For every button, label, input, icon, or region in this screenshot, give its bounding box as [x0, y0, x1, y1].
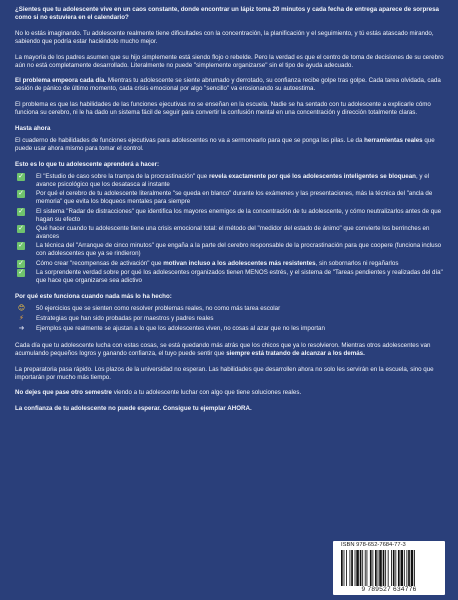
learn-item-text: La sorprendente verdad sobre por qué los adolescentes organizados tienen MENOS estrés, y el sistema de "Tareas pendientes y realizadas del día" que hace que organizarse sea adictivo: [36, 269, 443, 285]
intro-problem: [15, 77, 446, 93]
arrow-right-icon: ➜: [18, 324, 25, 332]
barcode-bar: [385, 550, 386, 586]
barcode-bar: [360, 550, 362, 586]
checkmark-icon: ✓: [18, 207, 24, 215]
barcode-bars-icon: [341, 550, 437, 586]
learn-item-text: La técnica del "Arranque de cinco minutos" que engaña a la parte del cerebro responsable de la procrastinación para que coopere (funciona incluso con adolescentes que ya se rindieron): [36, 242, 442, 258]
learn-item: [15, 225, 446, 241]
barcode-bar: [344, 550, 345, 586]
closing-p4: La confianza de tu adolescente no puede esperar. Consigue tu ejemplar AHORA.: [15, 405, 252, 413]
learn-item: [15, 190, 446, 206]
manual-text-bold: herramientas reales: [364, 137, 423, 144]
learn-item: [15, 208, 446, 224]
barcode-bar: [370, 550, 372, 586]
barcode-bar: [350, 550, 351, 586]
learn-item-bold: revela exactamente por qué los adolescentes inteligentes se bloquean: [208, 172, 416, 180]
checkmark-icon: ✓: [18, 190, 24, 198]
learn-heading: Esto es lo que tu adolescente aprenderá a hacer:: [15, 160, 160, 168]
barcode-bar: [367, 550, 368, 586]
closing-p1-text: Cada día que tu adolescente lucha con estas cosas, se está quedando más atrás que los chicos que ya lo resolvieron. Mientras otros adolescentes van acumulando pequeños logros y ganando confianza, el tuyo puede sentir que: [15, 341, 431, 357]
learn-list: [15, 173, 446, 285]
works-list: [15, 305, 446, 332]
barcode-bar: [375, 550, 377, 586]
barcode-bar: [398, 550, 400, 586]
learn-item: [15, 260, 446, 268]
learn-item: [15, 242, 446, 258]
barcode-bar: [411, 550, 414, 586]
barcode-bar: [355, 550, 356, 586]
barcode-bar: [372, 550, 373, 586]
intro-question: ¿Sientes que tu adolescente vive en un caos constante, donde encontrar un lápiz toma 20 minutos y cada fecha de entrega aparece de sorpresa como si no estuviera en el calendario?: [15, 6, 439, 22]
barcode-bar: [341, 550, 343, 586]
learn-item: [15, 269, 446, 285]
learn-item-text: Por qué el cerebro de tu adolescente literalmente "se queda en blanco" durante los exámenes y las presentaciones, más la técnica del "ancla de memoria" que evita los bloqueos mentales para siempre: [36, 190, 433, 206]
learn-item-text-end: , sin sobornarlos ni regañarlos: [315, 259, 399, 267]
closing-p1-bold: siempre está tratando de alcanzar a los demás.: [226, 349, 365, 357]
barcode-bar: [388, 550, 389, 586]
barcode-bar: [356, 550, 359, 586]
learn-item: [15, 173, 446, 189]
intro-manual: [15, 137, 446, 153]
works-item-text: Estrategias que han sido probadas por maestros y padres reales: [36, 315, 214, 322]
closing-p3-text: viendo a tu adolescente luchar con algo que tiene soluciones reales.: [111, 389, 302, 397]
learn-item-text: Qué hacer cuando tu adolescente tiene una crisis emocional total: el método del "medidor del estado de ánimo" que convierte los berrinches en avances: [36, 225, 430, 241]
learn-item-text: Cómo crear "recompensas de activación" que: [36, 259, 164, 267]
barcode-bar: [378, 550, 379, 586]
barcode-bar: [408, 550, 410, 586]
checkmark-icon: ✓: [18, 225, 24, 232]
problem-rest: Mientras tu adolescente se siente abrumado y derrotado, su confianza recibe golpe tras golpe. Cada tarea olvidada, cada sesión de pánico de último momento, cada crisis emocional por algo "sencillo" va erosionando su autoestima.: [15, 77, 441, 93]
learn-item-text-end: , y el avance psicológico que los desatasca al instante: [36, 172, 430, 188]
intro-skills: El problema es que las habilidades de las funciones ejecutivas no se enseñan en la escuela. Nadie se ha sentado con tu adolescente a explicarle cómo funciona su cerebro, ni le ha dado un sistema fácil de seguir para convertir la confusión mental en una concentración y dirección totalmente claras.: [15, 101, 431, 117]
works-item: [15, 325, 446, 333]
closing-p1: [15, 342, 446, 358]
closing-p3: [15, 389, 446, 397]
until-now: Hasta ahora: [15, 124, 51, 132]
barcode-bar: [406, 550, 407, 586]
checkmark-icon: ✓: [18, 269, 24, 277]
barcode-bar: [414, 550, 415, 586]
barcode-bar: [383, 550, 385, 586]
barcode-bar: [365, 550, 366, 586]
works-item: [15, 305, 446, 313]
learn-item-text: El sistema "Radar de distracciones" que identifica los mayores enemigos de la concentración de tu adolescente, y cómo neutralizarlos antes de que hagan su efecto: [36, 207, 442, 223]
barcode-bar: [401, 550, 404, 586]
barcode-bar: [393, 550, 395, 586]
works-item-text: 50 ejercicios que se sienten como resolver problemas reales, no como más tarea escolar: [36, 305, 281, 313]
works-item-text: Ejemplos que realmente se ajustan a lo que los adolescentes viven, no cosas al azar que no les importan: [36, 324, 325, 332]
smiley-emoji-icon: 😊: [17, 305, 26, 313]
barcode-bar: [362, 550, 363, 586]
barcode-bar: [395, 550, 396, 586]
learn-item-text: El "Estudio de caso sobre la trampa de la procrastinación" que: [36, 172, 209, 180]
closing-p3-bold: No dejes que pase otro semestre: [15, 389, 112, 397]
barcode-bar: [346, 550, 347, 586]
manual-text-c: que puede usar ahora mismo para tomar el control.: [15, 137, 435, 153]
problem-bold: El problema empeora cada día.: [15, 77, 107, 85]
checkmark-icon: ✓: [18, 242, 24, 250]
checkmark-icon: ✓: [18, 259, 24, 267]
isbn-digits: 9 789527 634776: [361, 586, 417, 593]
works-item: [15, 315, 446, 323]
barcode-bar: [379, 550, 382, 586]
closing-p2: La preparatoria pasa rápido. Los plazos de la universidad no esperan. Las habilidades que desarrollen ahora no solo les servirán en la escuela, sino que importarán por mucho más tiempo.: [15, 365, 434, 381]
manual-text-a: El cuaderno de habilidades de funciones ejecutivas para adolescentes no va a sermonearlo para que se ponga las pilas. Le da: [15, 137, 365, 144]
intro-majority: La mayoría de los padres asumen que su hijo simplemente está siendo flojo o rebelde. Pero la verdad es que el centro de toma de decisiones de su cerebro aún no está completamente desarrollado. Literalmente no puede "simplemente organizarse" sin el tipo de ayuda adecuado.: [15, 53, 444, 69]
intro-not-imagining: No lo estás imaginando. Tu adolescente realmente tiene dificultades con la concentración, la planificación y el seguimiento, y tú estás atascado mirando, sabiendo que podría estar haciéndolo mucho mejor.: [15, 29, 434, 45]
isbn-barcode: [333, 541, 445, 595]
lightning-bolt-icon: ⚡: [19, 315, 24, 322]
barcode-bar: [391, 550, 392, 586]
works-heading: Por qué este funciona cuando nada más lo ha hecho:: [15, 293, 172, 301]
barcode-bar: [351, 550, 353, 586]
learn-item-bold: motivan incluso a los adolescentes más resistentes: [163, 259, 316, 267]
barcode-bar: [404, 550, 405, 586]
isbn-label: ISBN 978-652-7684-77-3: [341, 542, 406, 548]
checkmark-icon: ✓: [18, 172, 24, 180]
